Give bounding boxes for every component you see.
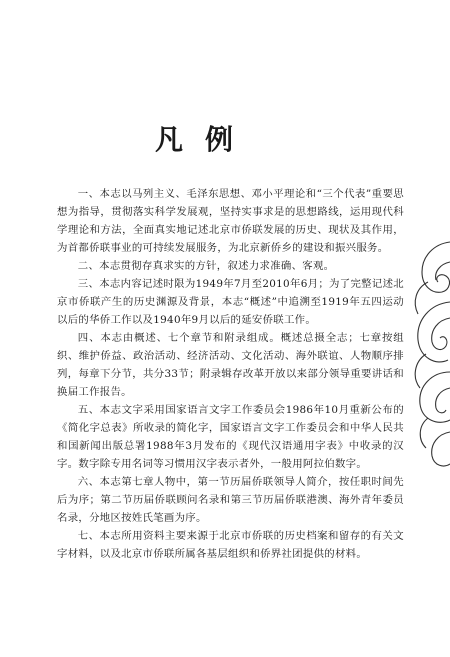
paragraph-3: 三、本志内容记述时限为1949年7月至2010年6月；为了完整记述北京市侨联产生的历史渊源及背景，本志“概述”中追溯至1919年五四运动以后的华侨工作以及1940年9月以后的延安侨联工作。 (57, 278, 404, 326)
paragraph-4: 四、本志由概述、七个章节和附录组成。概述总摄全志；七章按组织、维护侨益、政治活动、经济活动、文化活动、海外联谊、人物顺序排列，每章下分节，共分33节；附录辑存改革开放以来部分领导重要讲话和换届工作报告。 (57, 332, 404, 398)
paragraph-6: 六、本志第七章人物中，第一节历届侨联领导人简介，按任职时间先后为序；第二节历届侨联顾问名录和第三节历届侨联港澳、海外青年委员名录，分地区按姓氏笔画为序。 (57, 476, 404, 524)
cloud-ornament-icon (408, 222, 450, 478)
paragraph-5: 五、本志文字采用国家语言文字工作委员会1986年10月重新公布的《简化字总表》所收录的简化字，国家语言文字工作委员会和中华人民共和国新闻出版总署1988年3月发布的《现代汉语通用字表》中收录的汉字。数字除专用名词等习惯用汉字表示者外，一般用阿拉伯数字。 (57, 404, 404, 470)
page-title: 凡例 (154, 123, 255, 156)
paragraph-7: 七、本志所用资料主要来源于北京市侨联的历史档案和留存的有关文字材料，以及北京市侨联所属各基层组织和侨界社团提供的材料。 (57, 530, 404, 560)
paragraph-2: 二、本志贯彻存真求实的方针，叙述力求准确、客观。 (77, 260, 335, 272)
body-text (57, 185, 404, 563)
paragraph-1: 一、本志以马列主义、毛泽东思想、邓小平理论和“三个代表”重要思想为指导，贯彻落实科学发展观，坚持实事求是的思想路线，运用现代科学理论和方法，全面真实地记述北京市侨联发展的历史、现状及其作用，为首都侨联事业的可持续发展服务，为北京新侨乡的建设和振兴服务。 (57, 188, 404, 254)
